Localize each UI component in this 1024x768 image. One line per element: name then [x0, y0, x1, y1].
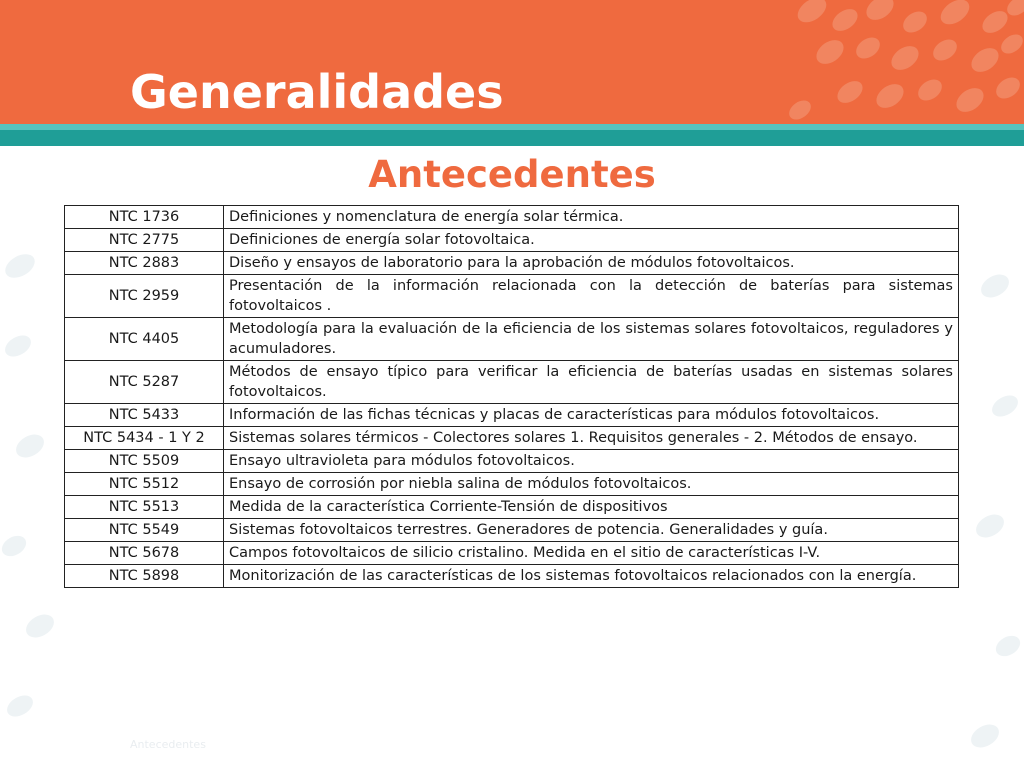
table-row: [65, 275, 959, 318]
ntc-code-cell: NTC 2883: [65, 252, 224, 275]
ntc-code-cell: NTC 5434 - 1 Y 2: [65, 427, 224, 450]
table-row: [65, 206, 959, 229]
ntc-description-cell: Presentación de la información relacionada con la detección de baterías para sistemas fotovoltaicos .: [224, 275, 959, 318]
ntc-description-cell: Medida de la característica Corriente-Tensión de dispositivos: [224, 496, 959, 519]
ntc-code-cell: NTC 5287: [65, 361, 224, 404]
ntc-description-cell: Sistemas fotovoltaicos terrestres. Generadores de potencia. Generalidades y guía.: [224, 519, 959, 542]
ntc-code-cell: NTC 1736: [65, 206, 224, 229]
table-row: [65, 473, 959, 496]
ntc-code-cell: NTC 2959: [65, 275, 224, 318]
table-row: [65, 252, 959, 275]
ntc-description-cell: Campos fotovoltaicos de silicio cristalino. Medida en el sitio de características I-V.: [224, 542, 959, 565]
teal-band: [0, 124, 1024, 146]
table-row: [65, 229, 959, 252]
teal-band-highlight: [0, 124, 1024, 130]
slide-header: [0, 0, 1024, 124]
table-row: [65, 496, 959, 519]
ntc-description-cell: Metodología para la evaluación de la eficiencia de los sistemas solares fotovoltaicos, reguladores y acumuladores.: [224, 318, 959, 361]
ntc-description-cell: Ensayo ultravioleta para módulos fotovoltaicos.: [224, 450, 959, 473]
ntc-description-cell: Información de las fichas técnicas y placas de características para módulos fotovoltaicos.: [224, 404, 959, 427]
footer-label: Antecedentes: [130, 738, 206, 751]
ntc-code-cell: NTC 5509: [65, 450, 224, 473]
ntc-description-cell: Métodos de ensayo típico para verificar la eficiencia de baterías usadas en sistemas solares fotovoltaicos.: [224, 361, 959, 404]
table-row: [65, 519, 959, 542]
ntc-code-cell: NTC 5549: [65, 519, 224, 542]
ntc-code-cell: NTC 5513: [65, 496, 224, 519]
table-row: [65, 542, 959, 565]
table-row: [65, 450, 959, 473]
ntc-code-cell: NTC 2775: [65, 229, 224, 252]
slide-title: Generalidades: [130, 65, 504, 119]
ntc-code-cell: NTC 5678: [65, 542, 224, 565]
ntc-description-cell: Definiciones y nomenclatura de energía solar térmica.: [224, 206, 959, 229]
ntc-description-cell: Ensayo de corrosión por niebla salina de módulos fotovoltaicos.: [224, 473, 959, 496]
ntc-table-body: [65, 206, 959, 588]
ntc-code-cell: NTC 5433: [65, 404, 224, 427]
table-row: [65, 427, 959, 450]
ntc-code-cell: NTC 5898: [65, 565, 224, 588]
ntc-description-cell: Monitorización de las características de los sistemas fotovoltaicos relacionados con la energía.: [224, 565, 959, 588]
ntc-standards-table: [64, 205, 959, 588]
table-row: [65, 361, 959, 404]
ntc-code-cell: NTC 5512: [65, 473, 224, 496]
ntc-code-cell: NTC 4405: [65, 318, 224, 361]
table-row: [65, 318, 959, 361]
ntc-description-cell: Diseño y ensayos de laboratorio para la aprobación de módulos fotovoltaicos.: [224, 252, 959, 275]
slide-subtitle: Antecedentes: [368, 153, 656, 196]
ntc-description-cell: Definiciones de energía solar fotovoltaica.: [224, 229, 959, 252]
table-row: [65, 404, 959, 427]
ntc-description-cell: Sistemas solares térmicos - Colectores solares 1. Requisitos generales - 2. Métodos de ensayo.: [224, 427, 959, 450]
table-row: [65, 565, 959, 588]
